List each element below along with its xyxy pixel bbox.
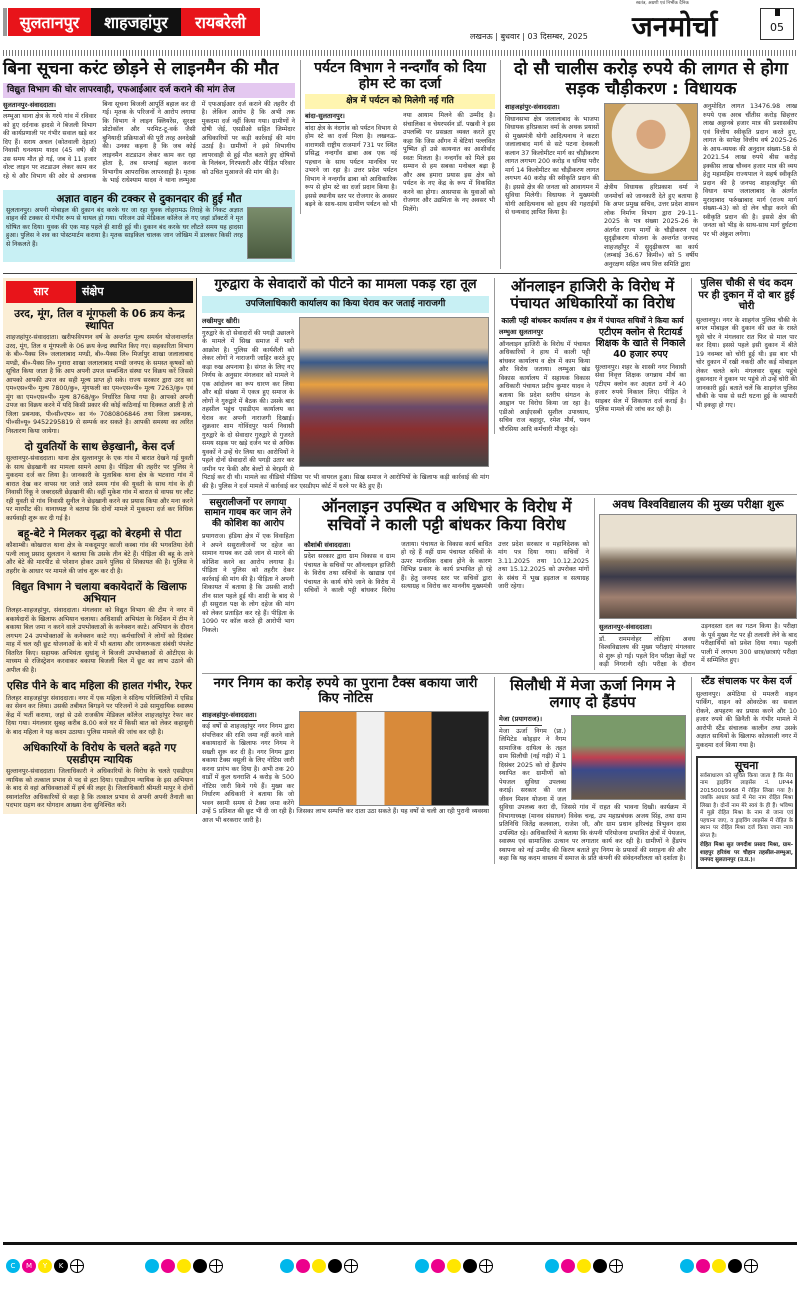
- cmyk-swatch: [463, 1259, 477, 1273]
- article-theft: [691, 278, 797, 410]
- cmyk-swatch: [296, 1259, 310, 1273]
- dateline: सुलतानपुर-संवाददाता।: [3, 101, 56, 112]
- lower-section: [3, 278, 797, 869]
- news-row-c: [202, 677, 797, 869]
- article-body: [202, 711, 489, 826]
- article-body: सुलतानपुर। अपनी मोबाइल की दुकान बंद करके घर जा रहा युवक लोहरामऊ तिराहे के निकट अज्ञात वाहन की टक्कर से गंभीर रूप से घायल हो गया। परिजन उसे मेडिकल कॉलेज ले गए जहां डॉक्टरों ने मृत घोषित कर दिया। युवक की एक माह पहले ही शादी हुई थी। दुकान बंद करके घर लौटते समय यह हादसा हुआ। पुलिस ने शव का पोस्टमार्टम कराया है। मृतक साइकिल चालक जान जोखिम में डालकर किसी तरह से निकलते हैं।: [6, 206, 243, 248]
- cmyk-swatch: [728, 1259, 742, 1273]
- article-body: [505, 103, 599, 218]
- mla-photo: [604, 103, 698, 181]
- cmyk-swatch-black: K: [54, 1259, 68, 1273]
- headline: सिलौधी में मेजा ऊर्जा निगम ने लगाए दो हैंडपंप: [510, 675, 675, 711]
- registration-mark-icon: [70, 1259, 84, 1273]
- cmyk-swatch: [680, 1259, 694, 1273]
- article-handpump: [494, 677, 686, 864]
- body-text: लम्भुआ थाना क्षेत्र के गरये गांव में रविवार को हुए दर्दनाक हादसे ने बिजली विभाग की कार्यप्रणाली पर गंभीर सवाल खड़े कर दिए हैं। सराय अचल (कोतवाली देहात) निवासी घनश्याम यादव (45 वर्ष) की उस समय मौत हो गई, जब वे 11 हजार वोल्ट लाइन पर शटडाउन लेकर काम कर रहे थे और विभाग की ओर से अचानक बिना सूचना बिजली आपूर्ति बहाल कर दी गई। मृतक के परिजनों ने आरोप लगाया कि विभाग ने लाइन क्लियरेंस, सुरक्षा प्रोटोकॉल और परमिट-टू-वर्क जैसी बुनियादी प्रक्रियाओं की पूरी तरह अनदेखी की। उनका कहना है कि जब कोई लाइनमैन शटडाउन लेकर काम कर रहा होता है, तब सप्लाई बहाल करना विभागीय आपराधिक लापरवाही है। मृतक के भाई राधेश्याम यादव ने थाना लम्भुआ में एफआईआर दर्ज कराने की तहरीर दी है। लेकिन आरोप है कि अभी तक मुकदमा दर्ज नहीं किया गया। ग्रामीणों ने दोषी जेई, एसडीओ सहित जिम्मेदार अधिकारियों पर कड़ी कार्रवाई की मांग उठाई है। ग्रामीणों ने इसे विभागीय लापरवाही से हुई मौत बताते हुए दोषियों के निलंबन, गिरफ्तारी और पीड़ित परिवार को उचित मुआवजे की मांग की है।: [3, 100, 295, 185]
- cmyk-swatch: [177, 1259, 191, 1273]
- main-news-area: [202, 278, 797, 869]
- article-body: [202, 317, 489, 491]
- article-body: सुल्तानपुर। नगर के शाहगंज पुलिस चौकी के बगल मोबाइल की दुकान की छत के रास्ते घुसे चोर ने मंगलवार रात फिर से माल पार कर दिया। इससे पहले इसी दुकान में बीते 19 नवम्बर को चोरी हुई थी। इस बार भी चोर दुकान में रखी नकदी और कई मोबाइल लेकर चलते बने। मंगलवार सुबह पहुंचे दुकानदार ने दुकान पर पहुंचे तो उन्हें चोरी की जानकारी हुई। बताते चलें कि शाहगंज पुलिस चौकी के पास से सटी घटना हुई के व्यापारी भी इकट्ठा हो गए।: [696, 316, 797, 409]
- cmyk-swatch: [145, 1259, 159, 1273]
- notice-title: सूचना: [734, 759, 759, 773]
- headline: गुरुद्वारा के सेवादारों को पीटने का मामला पकड़ रहा तूल: [214, 277, 477, 293]
- victim-photo: [247, 207, 292, 259]
- cmyk-swatch: [431, 1259, 445, 1273]
- headline: पर्यटन विभाग ने नन्दगाँव को दिया होम स्टे का दर्जा: [314, 60, 486, 93]
- article-stand: [696, 677, 797, 750]
- headline: उरद, मूंग, तिल व मूंगफली के 06 क्रय केन्द्र स्थापित: [14, 308, 185, 333]
- headline: एटीएम क्लोन से रिटायर्ड शिक्षक के खाते से निकाले 40 हजार रुपए: [595, 327, 686, 360]
- subhead: उपजिलाधिकारी कार्यालय का किया घेराव कर जताई नाराजगी: [202, 296, 489, 313]
- body-text: बांदा क्षेत्र के नंदगांव को पर्यटन विभाग से होम स्टे का दर्जा मिला है। लखनऊ-वाराणसी राष्ट्रीय राजमार्ग 731 पर स्थित प्रसिद्ध नन्दगाँव ढाबा अब एक नई पहचान के साथ पर्यटन मानचित्र पर उभरने जा रहा है। उत्तर प्रदेश पर्यटन विभाग ने नन्दगाँव ढाबा को आधिकारिक रूप से होम स्टे का दर्जा प्रदान किया है। इससे स्थानीय स्तर पर रोजगार के अवसर बढ़ने के साथ-साथ ग्रामीण पर्यटन को भी नया आयाम मिलने की उम्मीद है। संचालिका व चेयरपर्सन डॉ. पखवी ने इस उपलब्धि पर प्रसन्नता व्यक्त करते हुए कहा कि जिस आँगन में बेटियां पल्लवित पुष्पित हों उसे कायनात का आशीर्वाद स्वतः मिलता है। नन्दगाँव को मिले इस सम्मान से हम सबका मनोबल बढ़ा है और अब हमारा प्रयास इस क्षेत्र को पर्यटन के नए केंद्र के रूप में विकसित करने का होगा। आसपास के युवाओं को रोजगार और उद्यमिता के नए अवसर भी मिलेंगे।: [305, 112, 495, 213]
- headline: दो सौ चालीस करोड़ रुपये की लागत से होगा सड़क चौड़ीकरण : विधायक: [513, 59, 789, 99]
- subhead: काली पट्टी बांधकर कार्यालय व क्षेत्र में पंचायत सचिवों ने किया कार्य: [501, 315, 684, 325]
- article-homestay: [300, 60, 495, 214]
- divider: [202, 494, 797, 495]
- article-body: [304, 541, 589, 596]
- section-header: [6, 281, 193, 303]
- edition-tab-shahjahanpur[interactable]: शाहजहांपुर: [91, 8, 181, 36]
- saar-item: [6, 441, 193, 523]
- body-text: ऑनलाइन हाजिरी के विरोध में पंचायत अधिकारियों ने हाथ में काली पट्टी बांधकर कार्यालय व क्षेत्र में काम किया और विरोध जताया। लम्भुआ खंड विकास कार्यालय में सहायक विकास अधिकारी पंचायत प्रदीप कुमार यादव ने बताया कि प्रदेश स्तरीय संगठन के आह्वान पर विरोध किया जा रहा है। एडीओ आईएसबी सुशील उपाध्याय, सचिव राज बहादुर, रमेश मौर्य, पवन चौरसिया आदि कर्मचारी मौजूद रहे।: [499, 340, 590, 433]
- dateline: बांदा-सुलतानपुर।: [305, 112, 345, 123]
- body-text: डॉ. राममनोहर लोहिया अवध विश्वविद्यालय की मुख्य परीक्षाएं मंगलवार से शुरू हो गईं। पहले दिन परीक्षा केंद्रों पर कड़ी निगरानी रही। परीक्षा के दौरान उड़नदस्ता दल का गठन किया है। परीक्षा के पूर्व मुख्य गेट पर ही तलाशी लेने के बाद परीक्षार्थियों को प्रवेश दिया गया। पहली पाली में लगभग 300 छात्र/छात्राएं परीक्षा में सम्मिलित हुए।: [599, 623, 797, 669]
- cmyk-swatch-yellow: Y: [38, 1259, 52, 1273]
- headline: एसिड पीने के बाद महिला की हालत गंभीर, रेफर: [7, 680, 192, 693]
- article-body: [499, 328, 590, 434]
- cmyk-swatch: [415, 1259, 429, 1273]
- cmyk-swatch: [712, 1259, 726, 1273]
- saar-item: [6, 581, 193, 675]
- photo-column: [604, 103, 698, 269]
- body-text: प्रदेश सरकार द्वारा ग्राम विकास व ग्राम पंचायत के सचिवों पर ऑनलाइन हाजिरी के विरोध तथा सचिवों के खाद्यान्न एवं पंचायत के कार्य थोपे जाने के विरोध में सचिवों ने काली पट्टी बांधकर विरोध जताया। पंचायत के विकास कार्य बाधित हो रहे हैं वहीं ग्राम पंचायत सचिवों के ऊपर मानसिक दबाव होने के कारण विभिन्न प्रकार के कार्य प्रभावित हो रहे हैं। हेतु जनपद स्तर पर सचिवों द्वारा सत्याग्रह व विरोध कर माननीय मुख्यमंत्री उत्तर प्रदेश सरकार व महानिदेशक को मांग पत्र दिया गया। सचिवों ने 3.11.2025 तथा 10.12.2025 तथा 15.12.2025 को उपरोक्त मांगों के संबंध में भूख हड़ताल व सत्याग्रह जारी रहेगा।: [304, 540, 589, 595]
- article-columns: [499, 328, 686, 434]
- color-registration-bar: [6, 1255, 84, 1274]
- article-gurudwara: [202, 278, 489, 491]
- headline: अधिकारियों के विरोध के चलते बढ़ते गए एसडीएम न्यायिक: [22, 742, 177, 767]
- article-avadh: [594, 498, 797, 670]
- body-text: मेजा ऊर्जा निगम (प्रा.) लिमिटेड कोहड़ार ने नैगम सामाजिक दायित्व के तहत ग्राम सिलौधी (नई गढ़ी) में 1 दिसंबर 2025 को दो हैंडपंप स्थापित कर ग्रामीणों को पेयजल सुविधा उपलब्ध कराई। सरकार की जल जीवन मिशन योजना में जल सुविधा उपलब्ध करा दी, जिससे गांव में राहत की भावना दिखी। कार्यक्रम में विभागाध्यक्ष (मानव संसाधन) विवेक चन्द्र, उप महाप्रबंधक अजय सिंह, तथा ग्राम प्रतिनिधि जितेंद्र कलवाला, राजेश जी, और ग्राम प्रधान हरिश्चंद्र त्रिभुवन दास उपस्थित रहे। अधिकारियों ने बताया कि कंपनी परियोजना प्रभावित क्षेत्रों में पेयजल, स्वास्थ्य एवं सामाजिक उत्थान पर लगातार कार्य कर रही है। ग्रामीणों ने हैंडपंप स्थापना को नई उम्मीद की किरण बताते हुए निगम के प्रयासों की सराहना की और कहा कि यह कदम वास्तव में समाज के प्रति कंपनी की संवेदनशीलता को दर्शाता है।: [499, 727, 686, 863]
- article-columns: [505, 103, 797, 269]
- cmyk-swatch: [593, 1259, 607, 1273]
- cmyk-swatch: [577, 1259, 591, 1273]
- article-lineman: [3, 60, 295, 262]
- headline: पुलिस चौकी से चंद कदम पर ही दुकान में दो बार हुई चोरी: [698, 278, 795, 313]
- logo-tagline: स्वतंत्र, अग्रणी एवं निर्भीक दैनिक: [636, 1, 689, 6]
- registration-mark-icon: [744, 1259, 758, 1273]
- page-number: 05: [770, 21, 784, 34]
- photo-caption: क्षेत्रीय विधायक हरिप्रकाश वर्मा ने जनमोर्चा को जानकारी देते हुए बताया है कि अपर प्रमुख सचिव, उत्तर प्रदेश शासन लोक निर्माण विभाग द्वारा 29-11-2025 के पत्र संख्या 2025-26 के अंतर्गत राज्य मार्गों के चौड़ीकरण एवं सुदृढ़ीकरण योजना के अन्तर्गत जनपद शाहजहाँपुर में सुदृढ़ीकरण का कार्य (लम्बाई 36.67 किमी०) को 5 वर्षीय अनुरक्षण सहित व्यय वित्त समिति द्वारा: [604, 184, 698, 268]
- headline: अज्ञात वाहन की टक्कर से दुकानदार की हुई मौत: [56, 192, 242, 205]
- headline: स्टैंड संचालक पर केस दर्ज: [701, 675, 792, 687]
- headline: विद्युत विभाग ने चलाया बकायेदारों के खिलाफ अभियान: [12, 581, 187, 606]
- article-shopkeeper: [3, 190, 295, 262]
- body-text: कौशाम्बी। कोखराज थाना क्षेत्र के मकदूमपुर काजी कस्बा गांव की भगवतिया देवी पत्नी लालू प्रसाद सुलतान ने बताया कि उसके तीन बेटे हैं। पीड़िता की बहू के ताने और बेटे की मारपीट से परेशान होकर उसने पुलिस से शिकायत की है। पुलिस ने तहरीर के आधार पर मामले की जांच शुरू कर दी है।: [6, 542, 193, 575]
- notice-body: सर्वसाधारण को सूचित किया जाता है कि मेरा नाम ड्राइविंग लाइसेंस नं. UP44 20150019968 में रोहित लिखा गया है। जबकि आधार कार्ड में मेरा नाम रोहित मिश्रा लिखा है। दोनों नाम मेरे स्वयं के ही हैं। भविष्य में मुझे रोहित मिश्रा के नाम से जाना एवं पहचाना जाए, व ड्राइविंग लाइसेंस में रोहित के स्थान पर रोहित मिश्रा दर्ज किया जाना न्याय संगत है।: [700, 772, 793, 839]
- body-text: गुरुद्वारे के दो सेवादारों की पगड़ी उछालने के मामले में सिख समाज में भारी आक्रोश है। पुलिस की कार्यशैली को लेकर लोगों ने नाराजगी जाहिर करते हुए कड़ा रुख अपनाया है। संगत के लिए नए निर्णय के अनुसार मंगलवार को मामले ने एक आंदोलन का रूप धारण कर लिया और बड़ी संख्या में एकत्र हुए समाज के लोगों ने गुरुद्वारे में बैठक की। उसके बाद तहसील पहुंच एसडीएम कार्यालय का घेराव कर अपनी नाराजगी दिखाई। शुक्रवार शाम गोविंदपुर फार्म निवासी गुरुद्वारे के दो सेवादार गुरुद्वारे से गुजरते समय सड़क पर खड़े दर्जन भर से अधिक युवकों ने उन्हें घेर लिया था। आरोपियों ने पहले दोनों सेवादारों की पगड़ी उतार कर जमीन पर फेंकी और बेल्टों से बेरहमी से पिटाई कर दी थी। मामले का वीडियो मीडिया पर भी वायरल हुआ। सिख समाज ने आरोपियों के खिलाफ कड़ी कार्रवाई की मांग की है। पुलिस ने दर्ज मामले में कार्रवाई कर एसडीएम कोर्ट में धरने पर बैठे हुए हैं।: [202, 329, 489, 490]
- cmyk-swatch: [193, 1259, 207, 1273]
- saar-item: [6, 742, 193, 811]
- saar-item: [6, 528, 193, 576]
- notice-signature: रोहित मिश्रा सुत जगदीश प्रसाद मिश्रा, ग्राम-शाहपुर हरिवंश पर चौहान तहसील-लम्भुआ, जनपद सुलतानपुर (उ.प्र.)।: [700, 842, 793, 864]
- protest-photo: [299, 317, 489, 467]
- article-road: [500, 60, 797, 269]
- edition-tab-raebareli[interactable]: रायबरेली: [181, 8, 260, 36]
- article-body: [499, 715, 686, 864]
- exam-hall-photo: [599, 514, 797, 619]
- body-text: सुल्तानपुर-संवाददाता। जिलाधिकारी ने अधिकारियों के विरोध के चलते एसडीएम न्यायिक को तत्काल प्रभाव से पद से हटा दिया। एसडीएम न्यायिक के इस अभियान के बाद से वहां अधिवक्ताओं में हर्ष की लहर है। जिलाधिकारी श्रीमती मापुर ने दोनों स्थानांतरित अधिकारियों से कहा है कि तत्काल प्रभाव से अपनी अपनी तैनाती का पदभार ग्रहण कर योगदान आख्या देना सुनिश्चित करें।: [6, 768, 193, 810]
- article-body: [3, 101, 295, 186]
- dateline: शाहजहांपुर-संवाददाता।: [505, 103, 560, 114]
- cmyk-swatch: [161, 1259, 175, 1273]
- section-label-sankshep: संक्षेप: [76, 281, 193, 303]
- cmyk-swatch: [280, 1259, 294, 1273]
- dateline: लखनऊ | बुधवार | 03 दिसम्बर, 2025: [470, 32, 588, 41]
- color-registration-group: [545, 1255, 623, 1274]
- cmyk-swatch-cyan: C: [6, 1259, 20, 1273]
- headline: ऑनलाइन उपस्थित व अधिभार के विरोध में सचिवों ने काली पट्टी बांधकर किया विरोध: [321, 497, 572, 535]
- article-panchayat: [494, 278, 686, 434]
- article-body: [305, 112, 495, 214]
- saar-item: [6, 308, 193, 436]
- body-text: सुल्तानपुर। शहर के शास्त्री नगर निवासी सेवा निवृत्त शिक्षक जगन्नाथ मौर्य का एटीएम क्लोन कर अज्ञात ठगों ने 40 हजार रुपये निकाल लिए। पीड़ित ने साइबर सेल में शिकायत दर्ज कराई है। पुलिस मामले की जांच कर रही है।: [595, 363, 686, 414]
- headline: बिना सूचना करंट छोड़ने से लाइनमैन की मौत: [3, 59, 279, 79]
- newspaper-logo: जनमोर्चा: [632, 10, 718, 43]
- cmyk-swatch: [545, 1259, 559, 1273]
- handpump-photo: [571, 715, 686, 800]
- article-nagar-nigam: [202, 677, 489, 825]
- cmyk-swatch: [328, 1259, 342, 1273]
- registration-mark-icon: [479, 1259, 493, 1273]
- saar-sankshep-column: [3, 278, 197, 814]
- cmyk-swatch: [696, 1259, 710, 1273]
- dateline: मेजा (प्रयागराज)।: [499, 715, 542, 726]
- dateline: कौशांबी संवाददाता।: [304, 541, 351, 552]
- cmyk-swatch: [561, 1259, 575, 1273]
- body-text: सुल्तानपुर-संवाददाता। थाना क्षेत्र सुल्तानपुर के एक गांव में बारात देखने गई युवती के साथ छेड़खानी का मामला सामने आया है। पीड़िता की तहरीर पर पुलिस ने मुकदमा दर्ज कर लिया है। जानकारी के मुताबिक थाना क्षेत्र के भटवारा गांव में बारात देख कर वापस घर जाते जाते समय गांव की युवती के साथ गांव के ही निवासी रिंकू ने जबरदस्ती छेड़खानी की। वहीं मुकेश गांव में बारात से वापस घर लौट रही युवती से गांव निवासी सुनील ने छेड़खानी करने का प्रयास किया और मना करने पर मारपीट की। थानाध्यक्ष ने बताया कि दोनों मामले में मुकदमा दर्ज कर विधिक कार्यवाही शुरू कर दी गई है।: [6, 455, 193, 522]
- color-registration-group: [145, 1255, 223, 1274]
- body-text: विधानसभा क्षेत्र जलालाबाद के भाजपा विधायक हरिप्रकाश वर्मा के अथक प्रयासों से मुख्यमंत्री योगी आदित्यनाथ ने कटरा जलालाबाद मार्ग से सटे पटना देवकली कलान 37 किलोमीटर मार्ग का चौड़ीकरण लागत लगभग 200 करोड़ व धनिया परौर मार्ग 14 किलोमीटर का चौड़ीकरण लागत लगभग 40 करोड़ की स्वीकृति प्रदान की है। इससे क्षेत्र की जनता को आवागमन में सुविधा मिलेगी। विधायक ने मुख्यमंत्री योगी आदित्यनाथ को हृदय की गहराईयों से धन्यवाद ज्ञापित किया है।: [505, 115, 599, 217]
- legal-notice-box: [696, 756, 797, 869]
- cmyk-swatch: [312, 1259, 326, 1273]
- news-row-b: [202, 498, 797, 670]
- body-text: शाहजहांपुर-संवाददाता। खरीफविपणन वर्ष के अन्तर्गत मूल्य समर्थन योजनान्तर्गत उरद, मूंग, तिल व मूंगफली के 06 क्रय केन्द्र स्थापित किए गए। सहकारिता विभाग के बी०-पैक्स लि० जलालाबाद मण्डी, बी०-पैक्स लि० मिर्जापुर शाखा जलालाबाद मण्डी, बी०-पैक्स लि० गुनारा शाखा जलालाबाद मण्डी जनपद के समस्त कृषकों को सूचित किया जाता है कि आप अपनी उपज सम्बन्धित संस्था पर विक्रय करें जिससे आपको आपकी उपज का सही मूल्य प्राप्त हो सके। राज्य सरकार द्वारा उरद का एम०एस०पी० मूल्य 7800/कु०, मूंगफली का एम०एस०पी० मूल्य 7263/कु० एवं मूंग का एम०एस०पी० मूल्य 8768/कु० निर्धारित किया गया है। आपको अपनी उपज का विक्रय करने में यदि किसी प्रकार की कोई कठिनाई या दिक्कत आती है तो जिला प्रबन्धक, पी०सी०एफ० का नं० 7080806846 तथा जिला प्रबन्धक, पी०सी०यू० 9452295819 से सम्पर्क कर सकते है। आपकी समस्या का त्वरित निस्तारण किया जायेगा।: [6, 334, 193, 435]
- news-row-a: [202, 278, 797, 491]
- subhead: क्षेत्र में पर्यटन को मिलेगी नई गति: [305, 94, 495, 109]
- dateline: सुलतानपुर-संवाददाता।: [599, 623, 652, 634]
- headline: नगर निगम का करोड़ रुपये का पुराना टैक्स बकाया जारी किए नोटिस: [213, 675, 478, 706]
- saar-item: [6, 680, 193, 737]
- top-row: [3, 60, 797, 274]
- inner-article-atm: [595, 328, 686, 415]
- divider: [202, 673, 797, 674]
- footer: [3, 1242, 797, 1294]
- article-body: प्रयागराज। हंडिया क्षेत्र में एक विवाहिता ने अपने ससुरालीजनों पर दहेज का सामान गायब कर उसे जान से मारने की कोशिश करने का आरोप लगाया है। पीड़िता ने पुलिस को तहरीर देकर कार्रवाई की मांग की है। पीड़िता ने अपनी शिकायत में बताया है कि उसकी शादी तीन साल पहले हुई थी। शादी के बाद से ही ससुराल पक्ष के लोग दहेज की मांग को लेकर प्रताड़ित कर रहे हैं। पीड़िता के 1090 पर कॉल करते ही आरोपी भाग निकले।: [202, 533, 294, 634]
- headline: ऑनलाइन हाजिरी के विरोध में पंचायत अधिकारियों का विरोध: [510, 277, 675, 313]
- cmyk-swatch-magenta: M: [22, 1259, 36, 1273]
- section-label-saar: सार: [6, 281, 76, 303]
- headline: अवध विश्वविद्यालय की मुख्य परीक्षा शुरू: [612, 497, 784, 512]
- headline: ससुरालीजनों पर लगाया सामान गायब कर जान लेने की कोशिश का आरोप: [204, 498, 292, 529]
- article-body: सुल्तानपुर। अमेठिया से ममलरी वाहन पार्किंग, वाहन को ओवरटेक का सवाल रोकने, अपहरण का प्रयास करने और 10 हजार रुपये की छिनैती के गंभीर मामले में आरोपी स्टैंड संचालक कालीन तथा उसके अज्ञात साथियों के खिलाफ कोतवाली नगर में मुकदमा दर्ज किया गया है।: [696, 690, 797, 749]
- article-sasural: [202, 498, 294, 635]
- office-photo: [299, 711, 489, 806]
- body-text: कई वर्षों से शाहजहांपुर नगर निगम द्वारा संपत्तिकर की राशि जमा नहीं करने वाले बकायादारों के खिलाफ नगर निगम ने सख्ती शुरू कर दी है। नगर निगम द्वारा बकाया टैक्स वसूली के लिए नोटिस जारी करना प्रारंभ कर दिया है। अभी तक 20 वार्डों में कुल धनराशि 4 करोड़ के 500 नोटिस जारी किये गये हैं। मुख्य कर निर्धारण अधिकारी ने बताया कि जो भवन स्वामी समय से टैक्स जमा करेंगे उन्हें 5 प्रतिशत की छूट भी दी जा रही है। जिसका लाभ सम्पत्ति कर दाता उठा सकते हैं। यह वर्षों से चली आ रही पुरानी व्यवस्था आज भी बरकरार जारी है।: [202, 723, 489, 824]
- dateline: शाहजहांपुर-संवाददाता।: [202, 711, 257, 722]
- dateline: लखीमपुर खीरी।: [202, 317, 240, 328]
- dateline: लम्भुआ सुलतानपुर: [499, 328, 543, 339]
- cmyk-swatch: [447, 1259, 461, 1273]
- color-registration-group: [415, 1255, 493, 1274]
- edition-tab-sultanpur[interactable]: सुलतानपुर: [8, 8, 91, 36]
- color-registration-group: [280, 1255, 358, 1274]
- body-text: तिलहर शाहजहांपुर संवाददाता। नगर में एक महिला ने संदिग्ध परिस्थितियों में एसिड का सेवन कर लिया। उसकी तबीयत बिगड़ने पर परिजनों ने उसे सामुदायिक स्वास्थ्य केंद्र में भर्ती कराया, जहां से उसे राजकीय मेडिकल कॉलेज शाहजहांपुर रेफर कर दिया गया। मंगलवार सुबह करीब 8.00 बजे घर में किसी बात को लेकर कहासुनी के बाद महिला ने यह कदम उठाया। पुलिस मामले की जांच कर रही है।: [6, 694, 193, 736]
- headline: बहू-बेटे ने मिलकर वृद्धा को बेरहमी से पीटा: [17, 528, 182, 541]
- article-body: [599, 623, 797, 670]
- article-body-2: अनुमोदित लागत 13476.98 लाख रुपये एक अरब चौंतीस करोड़ छिहत्तर लाख अट्ठानबे हजार मात्र की प्रशासकीय एवं वित्तीय स्वीकृति प्रदान करते हुए, लागत के सापेक्ष वित्तीय वर्ष 2025-26 के आय-व्ययक की अनुदान संख्या-58 से 2021.54 लाख रुपये बीस करोड़ इक्कीस लाख चौव्वन हजार मात्र की व्यय हेतु महामहिम राज्यपाल ने सहर्ष स्वीकृति प्रदान की है जनपद शाहजहाँपुर की विधान सभा जलालाबाद के अंतर्गत मुरादाबाद फर्रुखाबाद मार्ग (राज्य मार्ग संख्या-43) को दो लेन चौड़ा करने की स्वीकृति प्रदान की है। इससे क्षेत्र की जनता को भीड़ के साथ-साथ मार्ग दुर्घटना पर भी अंकुश लगेगा।: [703, 103, 797, 238]
- subhead: विद्युत विभाग की घोर लापरवाही, एफआईआर दर्ज कराने की मांग तेज: [3, 83, 295, 98]
- headline: दो युवतियों के साथ छेड़खानी, केस दर्ज: [24, 441, 175, 454]
- color-registration-group: [680, 1255, 758, 1274]
- right-column: [691, 677, 797, 869]
- registration-mark-icon: [209, 1259, 223, 1273]
- body-text: तिलहर-शाहजहांपुर, संवाददाता। मंगलवार को विद्युत विभाग की टीम ने नगर में बकायेदारों के खिलाफ अभियान चलाया। अधिशासी अभियंता के निर्देशन में टीम ने बकाया बिल जमा न करने वाले उपभोक्ताओं के कनेक्शन काटे। अभियान के दौरान लगभग 24 उपभोक्ताओं के कनेक्शन काटे गए। कर्मचारियों ने लोगों को दिसंबर माह में चल रही छूट योजनाओं के बारे में भी बताया और जागरूकता संबंधी पंपलेट वितरित किए। सहायक अभियंता सुधांशु ने बिजली उपभोक्ताओं से ओटीएस के माध्यम से रजिस्ट्रेशन करवाकर बकाया बिजली बिल में छूट का लाभ उठाने की अपील की है।: [6, 607, 193, 674]
- registration-mark-icon: [344, 1259, 358, 1273]
- registration-mark-icon: [609, 1259, 623, 1273]
- article-sachiv: [299, 498, 589, 596]
